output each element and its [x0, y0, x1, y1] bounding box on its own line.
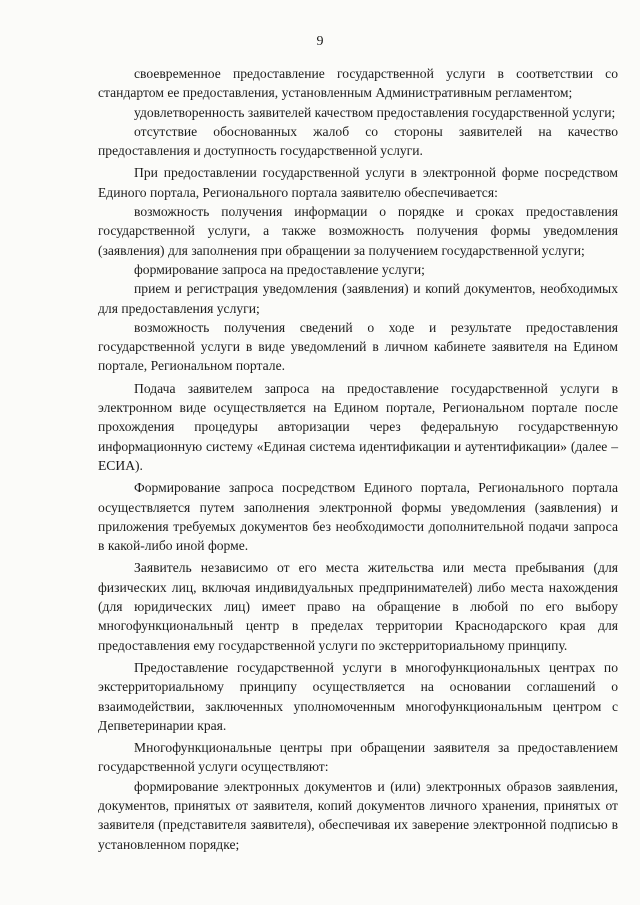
paragraph: своевременное предоставление государственной услуги в соответствии со стандартом ее предоставления, установленным Административным регламентом;: [98, 66, 618, 101]
paragraph: возможность получения сведений о ходе и результате предоставления государственной услуги в виде уведомлений в личном кабинете заявителя на Едином портале, Региональном портале.: [98, 319, 618, 374]
paragraph: Многофункциональные центры при обращении заявителя за предоставлением государственной услуги осуществляют:: [98, 740, 618, 775]
page-number: 9: [316, 34, 324, 49]
paragraph: Предоставление государственной услуги в многофункциональных центрах по экстерриториальному принципу осуществляется на основании соглашений о взаимодействии, заключенных уполномоченным многофункциональным центром с Депветеринарии края.: [98, 659, 618, 733]
paragraph: возможность получения информации о порядке и сроках предоставления государственной услуги, а также возможность получения формы уведомления (заявления) для заполнения при обращении за получением государственной услуги;: [98, 204, 618, 258]
paragraph: отсутствие обоснованных жалоб со стороны заявителей на качество предоставления и доступность государственной услуги.: [98, 123, 618, 159]
document-body: [98, 64, 618, 854]
paragraph: формирование электронных документов и (или) электронных образов заявления, документов, принятых от заявителя, копий документов личного хранения, принятых от заявителя (представителя заявителя), обеспечивая их заверение электронной подписью в установленном порядке;: [98, 778, 618, 852]
paragraph: При предоставлении государственной услуги в электронной форме посредством Единого портала, Регионального портала заявителю обеспечивается:: [98, 165, 618, 200]
paragraph: удовлетворенность заявителей качеством предоставления государственной услуги;: [134, 104, 616, 120]
paragraph: прием и регистрация уведомления (заявления) и копий документов, необходимых для предоставления услуги;: [98, 281, 618, 316]
paragraph: Заявитель независимо от его места жительства или места пребывания (для физических лиц, включая индивидуальных предпринимателей) либо места нахождения (для юридических лиц) имеет право на обращение в любой по его выбору многофункциональный центр в пределах территории Краснодарского края для предоставления ему государственной услуги по экстерриториальному принципу.: [98, 560, 618, 653]
paragraph: Формирование запроса посредством Единого портала, Регионального портала осуществляется путем заполнения электронной формы уведомления (заявления) и приложения требуемых документов без необходимости дополнительной подачи запроса в какой-либо иной форме.: [98, 480, 618, 554]
paragraph: Подача заявителем запроса на предоставление государственной услуги в электронном виде осуществляется на Едином портале, Региональном портале после прохождения процедуры авторизации через федеральную государственную информационную систему «Единая система идентификации и аутентификации» (далее – ЕСИА).: [98, 380, 618, 473]
paragraph: формирование запроса на предоставление услуги;: [134, 261, 425, 277]
